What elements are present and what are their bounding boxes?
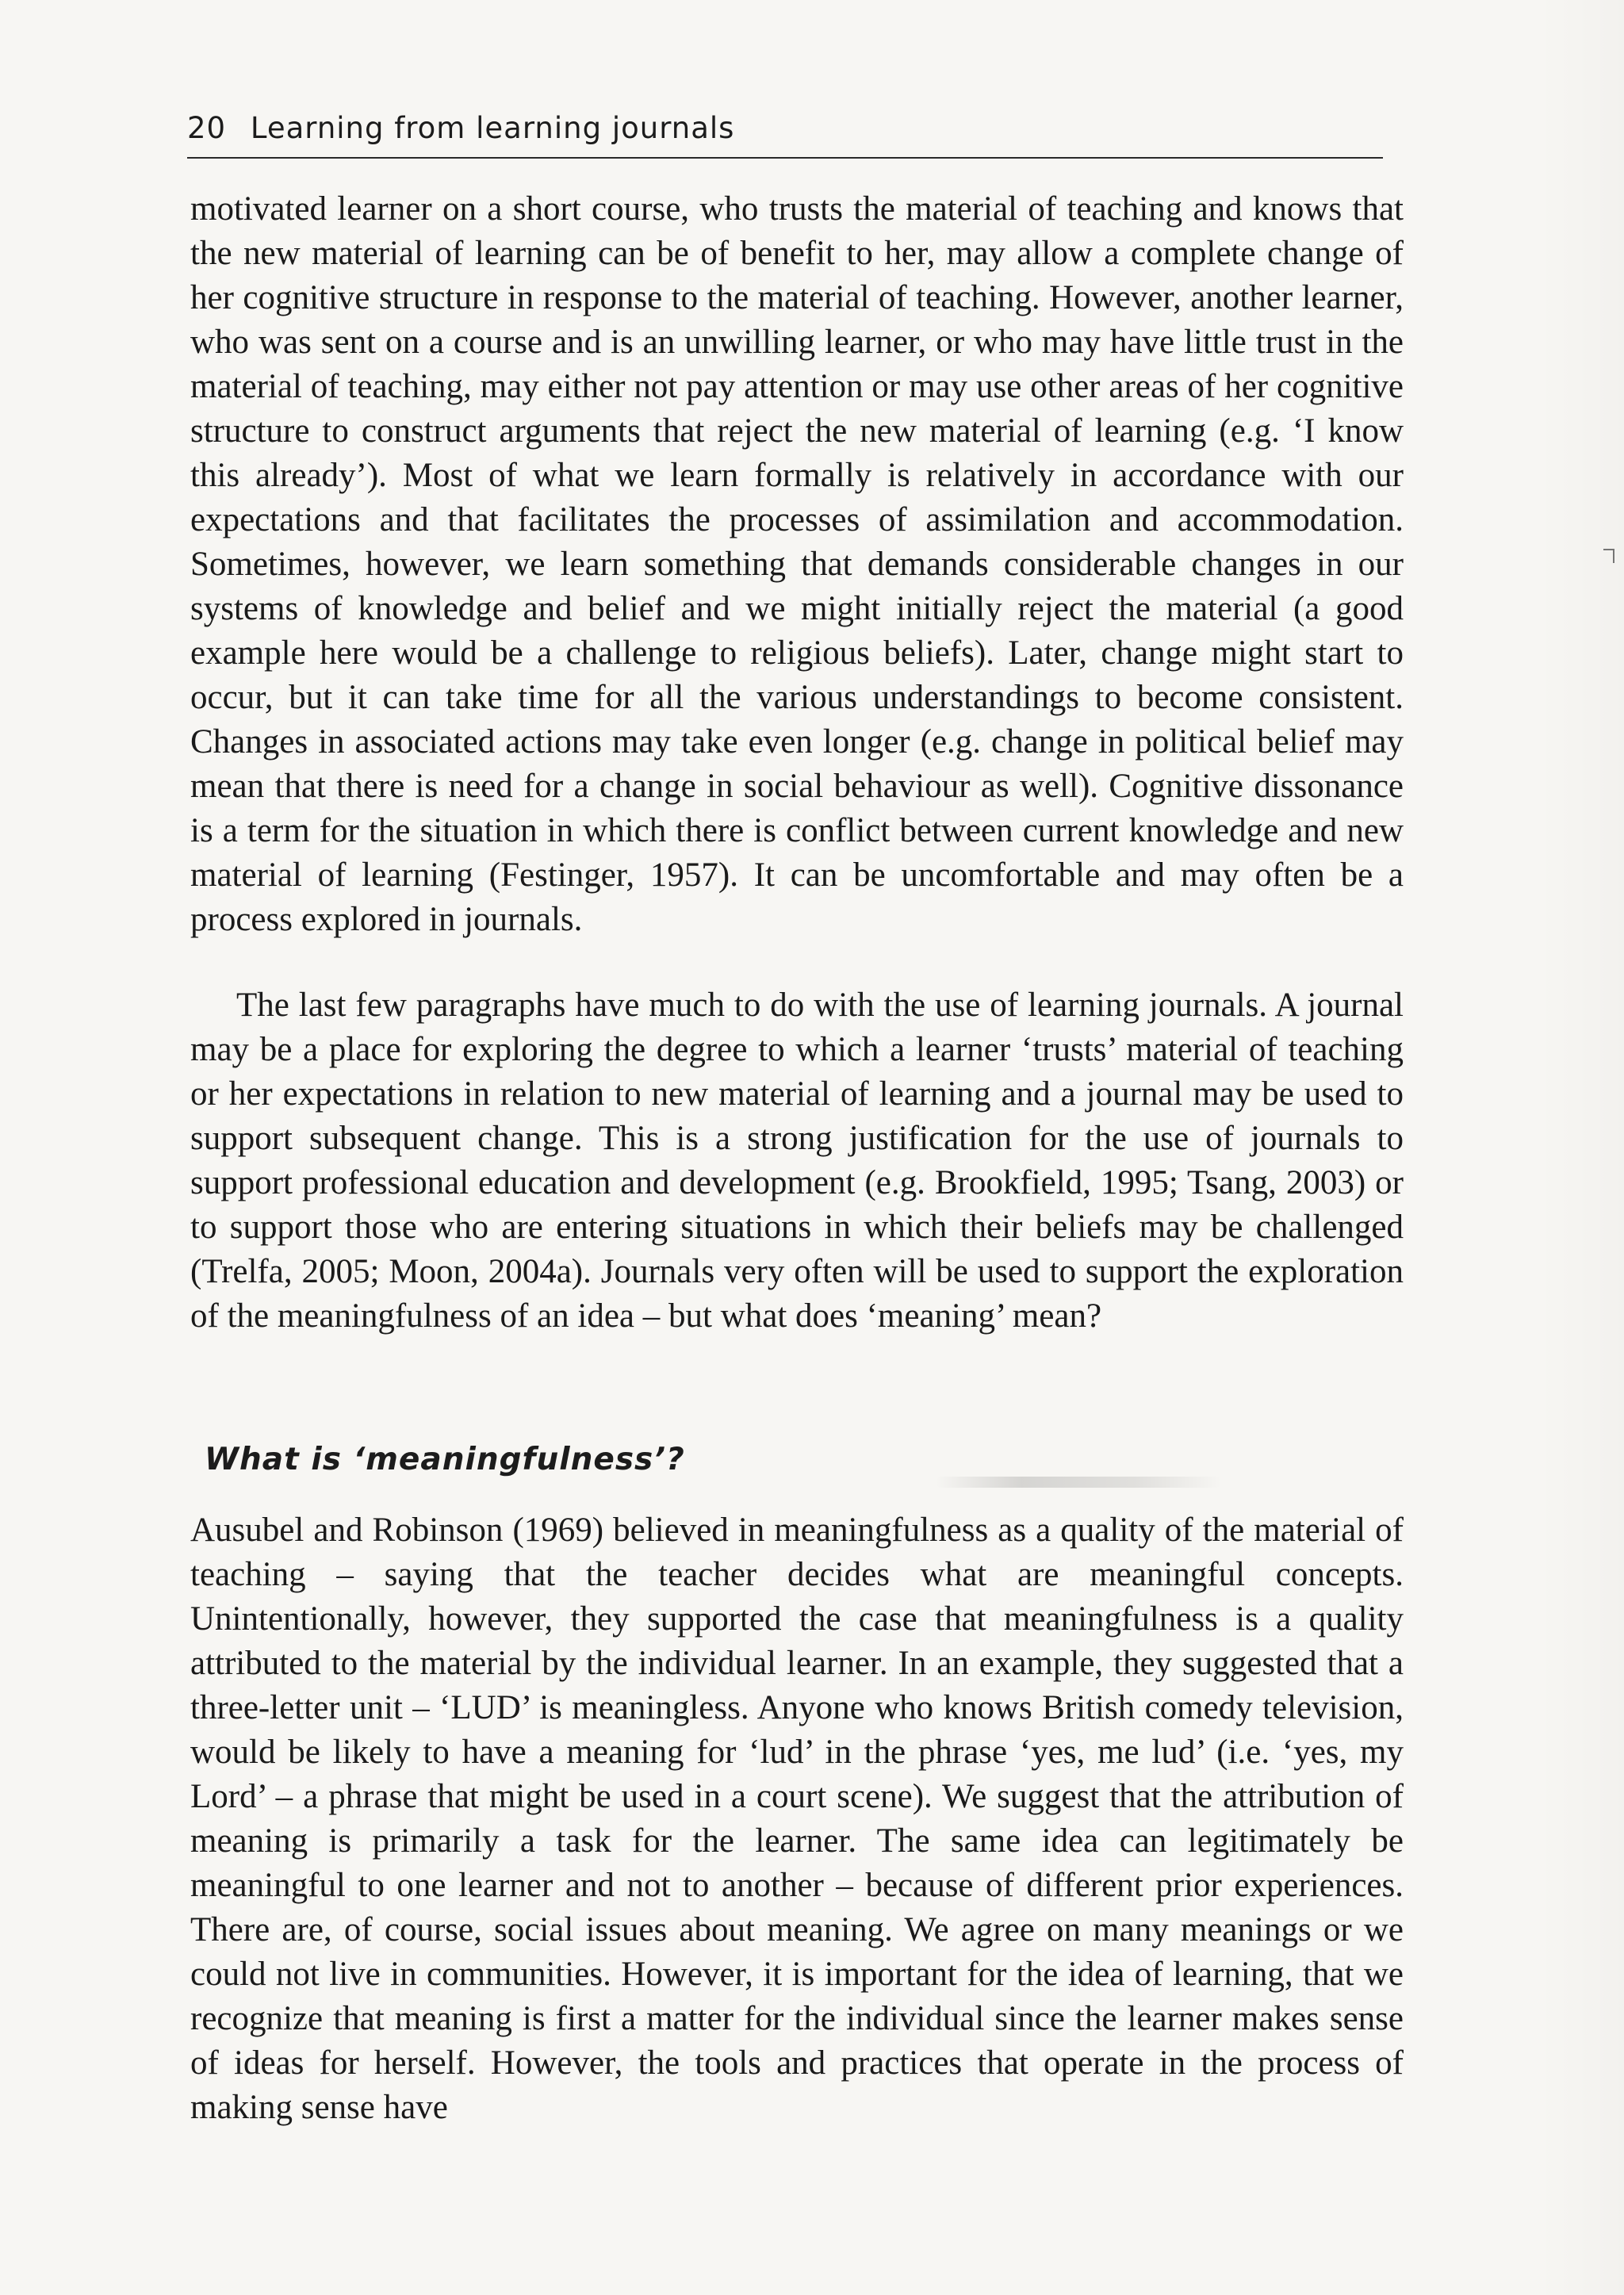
paragraph-continuation [190,187,1404,942]
running-head [187,111,1383,159]
page-number: 20 [187,111,227,145]
paragraph-learning-journals [190,983,1404,1339]
scan-smudge [936,1477,1221,1488]
paragraph-text: The last few paragraphs have much to do with the use of learning journals. A journal may be a place for exploring the degree to which a learner ‘trusts’ material of teaching or her expectations in relation to new material of learning and a journal may be used to support subsequent change. This is a strong justification for the use of journals to support professional education and development (e.g. Brookfield, 1995; Tsang, 2003) or to support those who are entering situations in which their beliefs may be challenged (Trelfa, 2005; Moon, 2004a). Journals very often will be used to support the exploration of the meaningfulness of an idea – but what does ‘meaning’ mean? [190,987,1404,1335]
paragraph-text: motivated learner on a short course, who trusts the material of teaching and knows that the new material of learning can be of benefit to her, may allow a complete change of her cognitive structure in response to the material of teaching. However, another learner, who was sent on a course and is an unwilling learner, or who may have little trust in the material of teaching, may either not pay attention or may use other areas of her cognitive structure to construct arguments that reject the new material of learning (e.g. ‘I know this already’). Most of what we learn formally is relatively in accordance with our expectations and that facilitates the processes of assimilation and accommodation. Sometimes, however, we learn something that demands considerable changes in our systems of knowledge and belief and we might initially reject the material (a good example here would be a challenge to religious beliefs). Later, change might start to occur, but it can take time for all the various understandings to become consistent. Changes in associated actions may take even longer (e.g. change in political belief may mean that there is need for a change in social behaviour as well). Cognitive dissonance is a term for the situation in which there is conflict between current knowledge and new material of learning (Festinger, 1957). It can be uncomfortable and may often be a process explored in journals. [190,190,1404,938]
section-heading: What is ‘meaningfulness’? [205,1442,685,1477]
page-edge-shadow [1537,0,1624,2295]
paragraph-ausubel [190,1508,1404,2130]
running-head-title: Learning from learning journals [250,111,735,145]
paragraph-text: Ausubel and Robinson (1969) believed in meaningfulness as a quality of the material of teaching – saying that the teacher decides what are meaningful concepts. Unintentionally, however, they supported the case that meaningfulness is a quality attributed to the material by the individual learner. In an example, they suggested that a three-letter unit – ‘LUD’ is meaningless. Anyone who knows British comedy television, would be likely to have a meaning for ‘lud’ in the phrase ‘yes, me lud’ (i.e. ‘yes, my Lord’ – a phrase that might be used in a court scene). We suggest that the attribution of meaning is primarily a task for the learner. The same idea can legitimately be meaningful to one learner and not to another – because of different prior experiences. There are, of course, social issues about meaning. We agree on many meanings or we could not live in communities. However, it is important for the idea of learning, that we recognize that meaning is first a matter for the individual since the learner makes sense of ideas for herself. However, the tools and practices that operate in the process of making sense have [190,1511,1404,2126]
